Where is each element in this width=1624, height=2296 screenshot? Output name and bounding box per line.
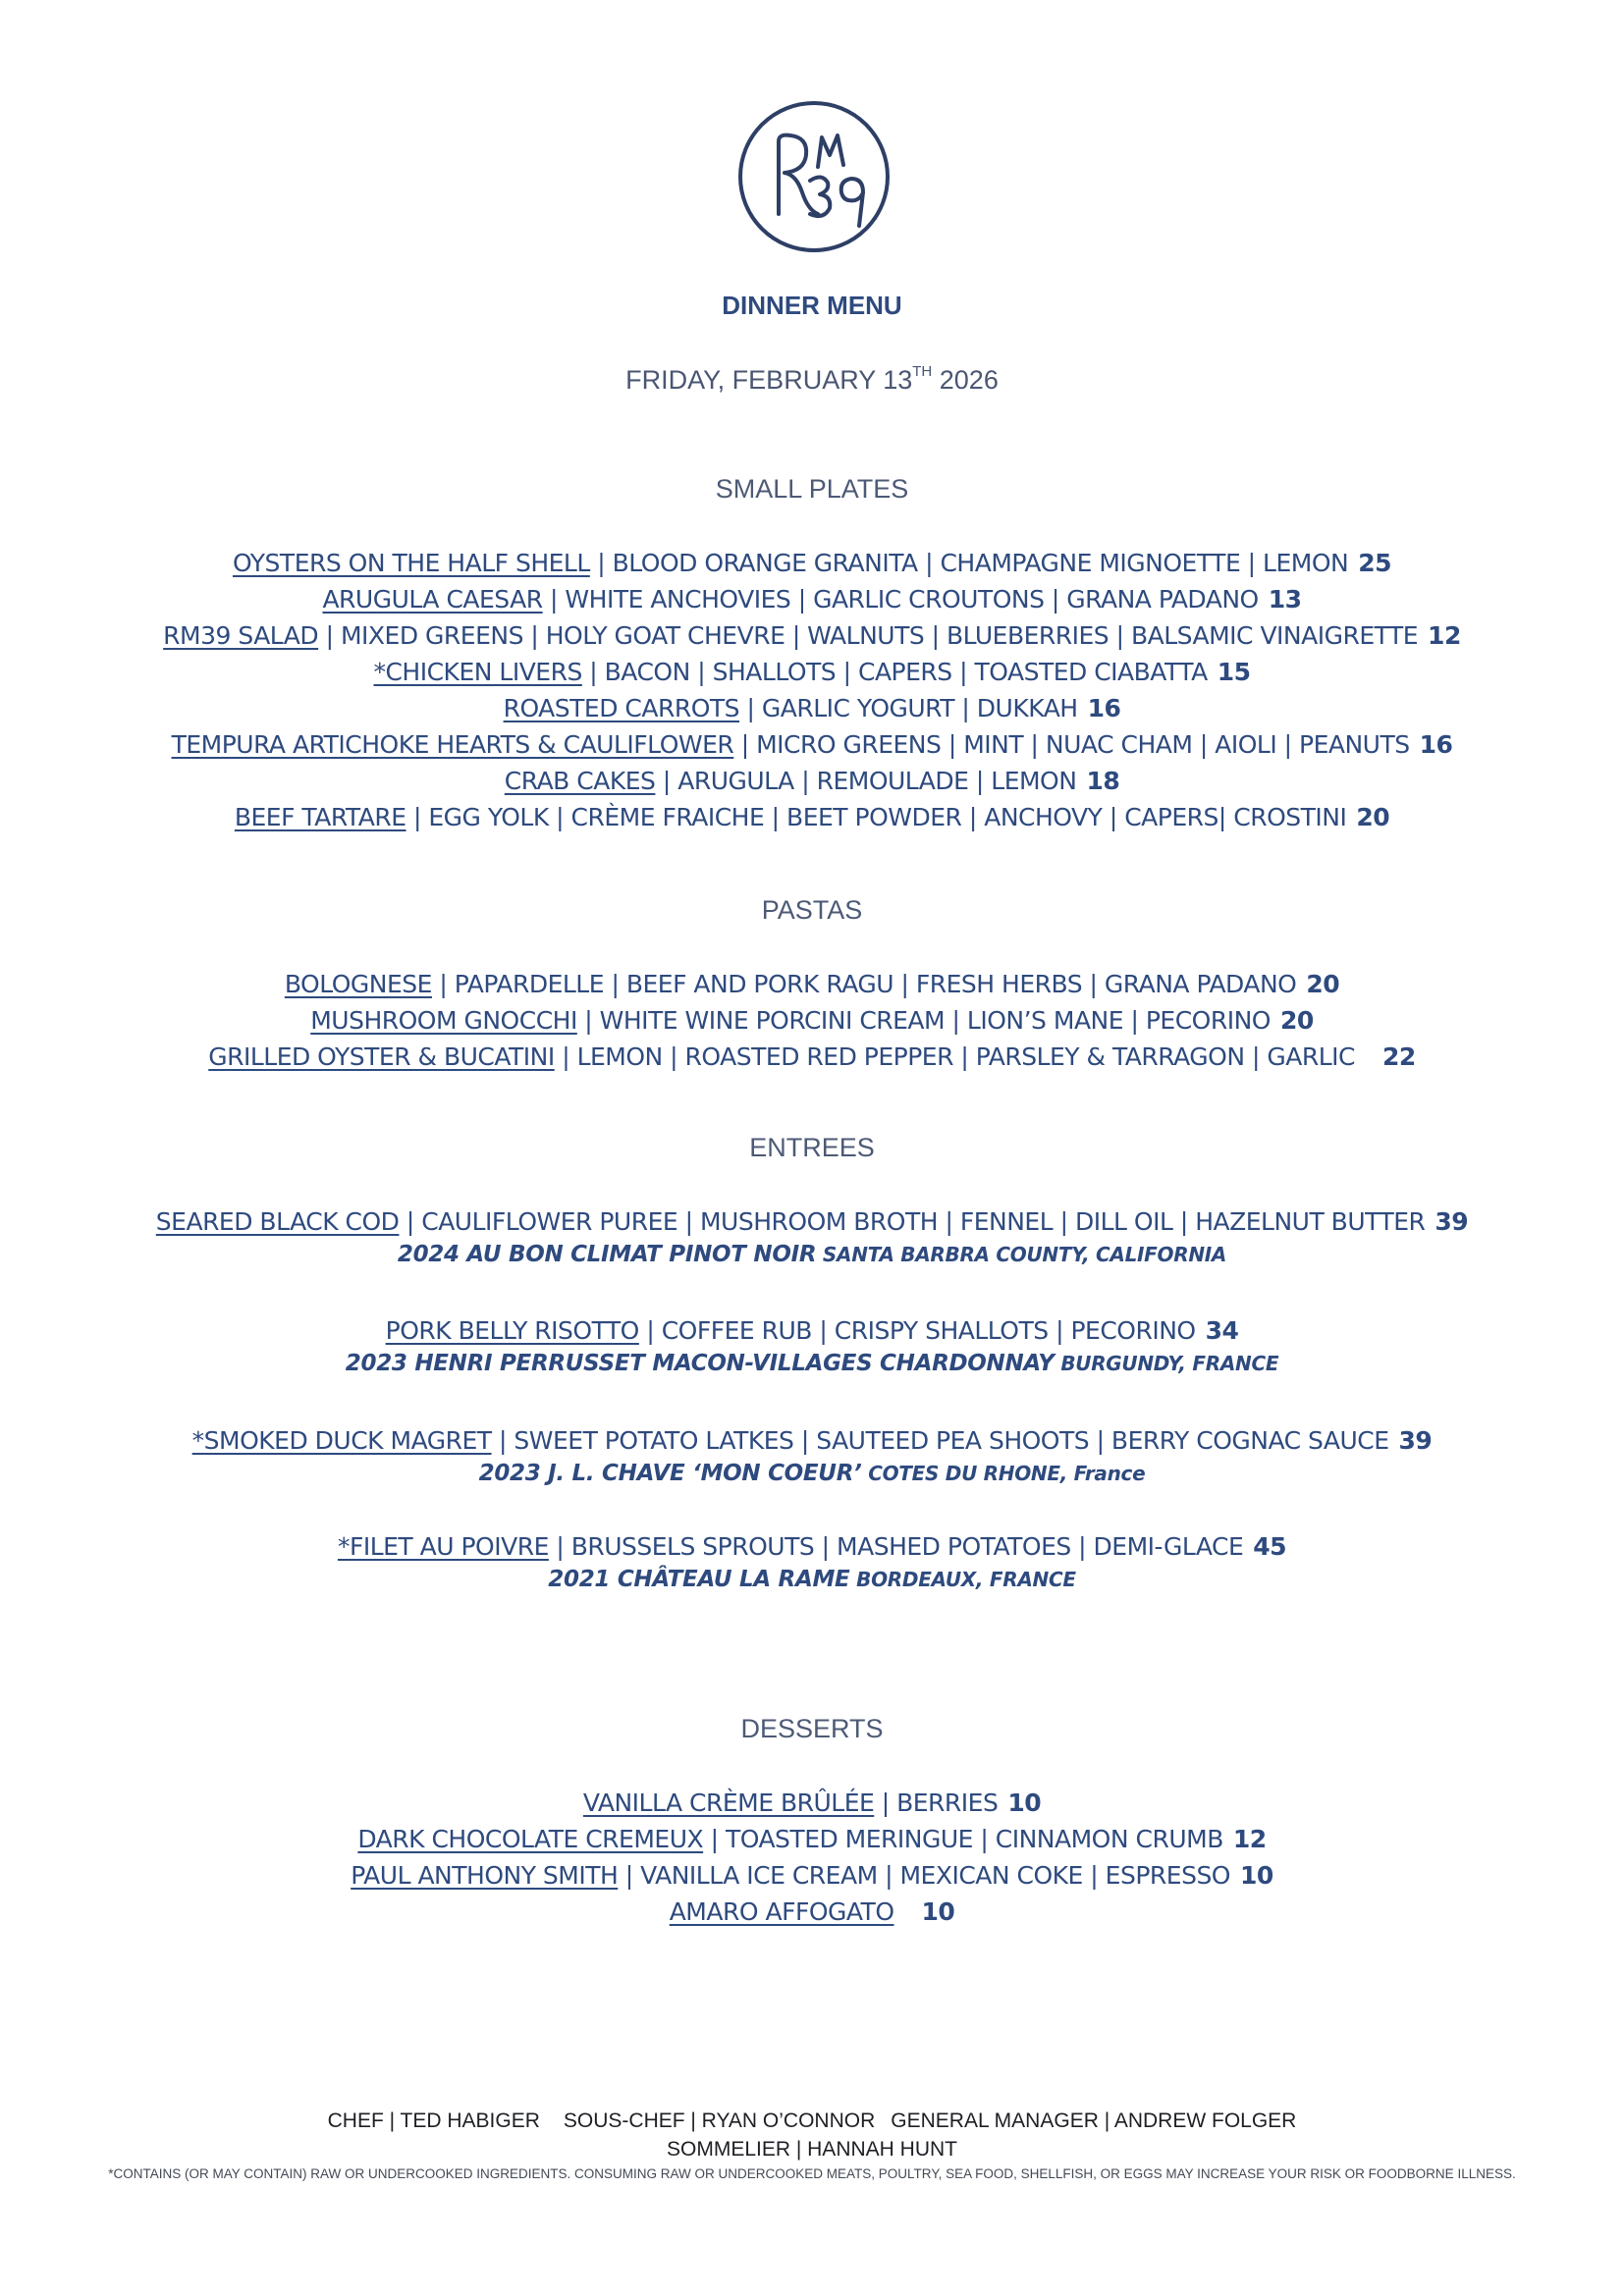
menu-title: DINNER MENU: [722, 291, 902, 320]
wine-pairing: 2023 HENRI PERRUSSET MACON-VILLAGES CHARDONNAY BURGUNDY, FRANCE: [345, 1351, 1279, 1376]
wine-pairing: 2023 J. L. CHAVE ‘MON COEUR’ COTES DU RHONE, France: [478, 1461, 1146, 1486]
sous-chef-credit: SOUS-CHEF | RYAN O’CONNOR: [563, 2109, 876, 2132]
chef-credit: CHEF | TED HABIGER: [327, 2109, 540, 2132]
staff-line-1: [0, 2107, 1624, 2135]
raw-food-disclaimer: *CONTAINS (OR MAY CONTAIN) RAW OR UNDERCOOKED INGREDIENTS. CONSUMING RAW OR UNDERCOOKED MEATS, POULTRY, SEA FOOD, SHELLFISH, OR EGGS MAY INCREASE YOUR RISK OR FOODBORNE ILLNESS.: [108, 2166, 1516, 2181]
menu-item: VANILLA CRÈME BRÛLÉE | BERRIES 10: [582, 1789, 1042, 1817]
menu-item: TEMPURA ARTICHOKE HEARTS & CAULIFLOWER | MICRO GREENS | MINT | NUAC CHAM | AIOLI | PEANUTS 16: [171, 730, 1453, 759]
menu-item: AMARO AFFOGATO 10: [669, 1897, 955, 1926]
menu-item: SEARED BLACK COD | CAULIFLOWER PUREE | MUSHROOM BROTH | FENNEL | DILL OIL | HAZELNUT BUTTER 39: [155, 1207, 1469, 1236]
menu-item: ARUGULA CAESAR | WHITE ANCHOVIES | GARLIC CROUTONS | GRANA PADANO 13: [322, 585, 1302, 614]
section-heading-small-plates: SMALL PLATES: [715, 474, 909, 504]
general-manager-credit: GENERAL MANAGER | ANDREW FOLGER: [891, 2109, 1297, 2132]
menu-item: MUSHROOM GNOCCHI | WHITE WINE PORCINI CREAM | LION’S MANE | PECORINO 20: [310, 1006, 1314, 1035]
section-heading-pastas: PASTAS: [761, 895, 863, 925]
menu-item: DARK CHOCOLATE CREMEUX | TOASTED MERINGUE | CINNAMON CRUMB 12: [357, 1825, 1267, 1853]
section-heading-desserts: DESSERTS: [740, 1714, 884, 1743]
menu-item: CRAB CAKES | ARUGULA | REMOULADE | LEMON 18: [504, 767, 1120, 795]
menu-item: OYSTERS ON THE HALF SHELL | BLOOD ORANGE GRANITA | CHAMPAGNE MIGNOETTE | LEMON 25: [232, 549, 1392, 577]
menu-item: BEEF TARTARE | EGG YOLK | CRÈME FRAICHE | BEET POWDER | ANCHOVY | CAPERS| CROSTINI 20: [234, 803, 1390, 831]
staff-credits: [0, 2107, 1624, 2163]
staff-line-2: [0, 2135, 1624, 2163]
menu-item: PORK BELLY RISOTTO | COFFEE RUB | CRISPY SHALLOTS | PECORINO 34: [385, 1316, 1239, 1345]
wine-pairing: 2021 CHÂTEAU LA RAME BORDEAUX, FRANCE: [548, 1567, 1076, 1592]
menu-item: *CHICKEN LIVERS | BACON | SHALLOTS | CAPERS | TOASTED CIABATTA 15: [373, 658, 1251, 686]
wine-pairing: 2024 AU BON CLIMAT PINOT NOIR SANTA BARBRA COUNTY, CALIFORNIA: [397, 1242, 1227, 1267]
date-text: FRIDAY, FEBRUARY 13: [625, 365, 913, 395]
menu-item: GRILLED OYSTER & BUCATINI | LEMON | ROASTED RED PEPPER | PARSLEY & TARRAGON | GARLIC 22: [208, 1042, 1416, 1071]
menu-item: ROASTED CARROTS | GARLIC YOGURT | DUKKAH 16: [503, 694, 1121, 722]
rm39-logo: [735, 98, 893, 255]
menu-item: PAUL ANTHONY SMITH | VANILLA ICE CREAM | MEXICAN COKE | ESPRESSO 10: [351, 1861, 1273, 1890]
date-suffix: TH: [912, 363, 933, 380]
menu-item: *SMOKED DUCK MAGRET | SWEET POTATO LATKES | SAUTEED PEA SHOOTS | BERRY COGNAC SAUCE 39: [191, 1426, 1433, 1455]
date-year: 2026: [932, 365, 999, 395]
menu-item: BOLOGNESE | PAPARDELLE | BEEF AND PORK RAGU | FRESH HERBS | GRANA PADANO 20: [284, 970, 1340, 998]
menu-item: *FILET AU POIVRE | BRUSSELS SPROUTS | MASHED POTATOES | DEMI-GLACE 45: [337, 1532, 1287, 1561]
menu-item: RM39 SALAD | MIXED GREENS | HOLY GOAT CHEVRE | WALNUTS | BLUEBERRIES | BALSAMIC VINAIGRETTE 12: [163, 621, 1461, 650]
section-heading-entrees: ENTREES: [749, 1133, 875, 1162]
menu-date: [0, 363, 1624, 396]
sommelier-credit: SOMMELIER | HANNAH HUNT: [667, 2138, 957, 2161]
